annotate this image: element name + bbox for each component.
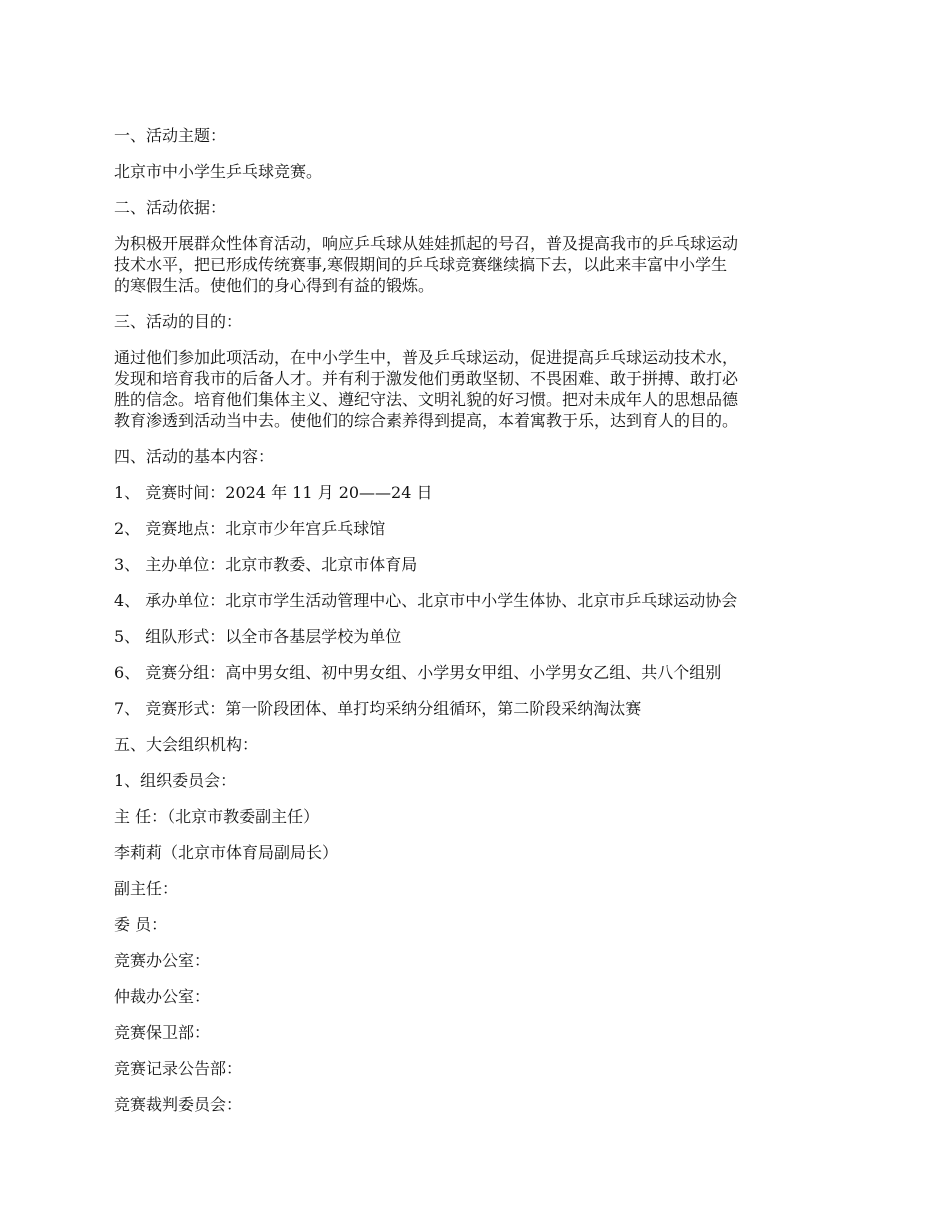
list-item: 2、 竞赛地点：北京市少年宫乒乓球馆 <box>114 519 386 538</box>
list-item: 3、 主办单位：北京市教委、北京市体育局 <box>114 555 418 574</box>
heading-activity-theme: 一、活动主题： <box>114 126 227 145</box>
theme-text: 北京市中小学生乒乓球竞赛。 <box>114 162 323 181</box>
heading-activity-purpose: 三、活动的目的： <box>114 312 243 331</box>
org-line: 主 任：（北京市教委副主任） <box>114 807 320 826</box>
org-line: 委 员： <box>114 915 168 934</box>
list-item: 7、 竞赛形式：第一阶段团体、单打均采纳分组循环，第二阶段采纳淘汰赛 <box>114 699 642 718</box>
list-item: 5、 组队形式：以全市各基层学校为单位 <box>114 627 402 646</box>
basis-line: 为积极开展群众性体育活动，响应乒乓球从娃娃抓起的号召，普及提高我市的乒乓球运动 <box>114 234 739 253</box>
purpose-paragraph <box>114 347 838 431</box>
heading-activity-basis: 二、活动依据： <box>114 198 227 217</box>
org-line: 1、组织委员会： <box>114 771 237 790</box>
org-line: 仲裁办公室： <box>114 987 211 1006</box>
basis-paragraph <box>114 233 838 296</box>
purpose-line: 胜的信念。培育他们集体主义、遵纪守法、文明礼貌的好习惯。把对未成年人的思想品德 <box>114 390 739 409</box>
purpose-line: 发现和培育我市的后备人才。并有利于激发他们勇敢坚韧、不畏困难、敢于拼搏、敢打必 <box>114 369 739 388</box>
purpose-line: 教育渗透到活动当中去。使他们的综合素养得到提高，本着寓教于乐，达到育人的目的。 <box>114 411 739 430</box>
heading-basic-content: 四、活动的基本内容： <box>114 447 275 466</box>
org-line: 李莉莉（北京市体育局副局长） <box>114 843 339 862</box>
list-item: 4、 承办单位：北京市学生活动管理中心、北京市中小学生体协、北京市乒乓球运动协会 <box>114 591 738 610</box>
heading-organization: 五、大会组织机构： <box>114 735 259 754</box>
org-line: 竞赛办公室： <box>114 951 211 970</box>
org-line: 竞赛保卫部： <box>114 1023 211 1042</box>
list-item: 6、 竞赛分组：高中男女组、初中男女组、小学男女甲组、小学男女乙组、共八个组别 <box>114 663 722 682</box>
basis-line: 技术水平，把已形成传统赛事,寒假期间的乒乓球竞赛继续搞下去，以此来丰富中小学生 <box>114 255 728 274</box>
org-line: 副主任： <box>114 879 179 898</box>
document-page <box>114 125 838 1130</box>
org-line: 竞赛记录公告部： <box>114 1059 243 1078</box>
purpose-line: 通过他们参加此项活动，在中小学生中，普及乒乓球运动，促进提高乒乓球运动技术水， <box>114 348 739 367</box>
org-line: 竞赛裁判委员会： <box>114 1095 243 1114</box>
basis-line: 的寒假生活。使他们的身心得到有益的锻炼。 <box>114 276 435 295</box>
list-item: 1、 竞赛时间：2024 年 11 月 20——24 日 <box>114 483 433 502</box>
